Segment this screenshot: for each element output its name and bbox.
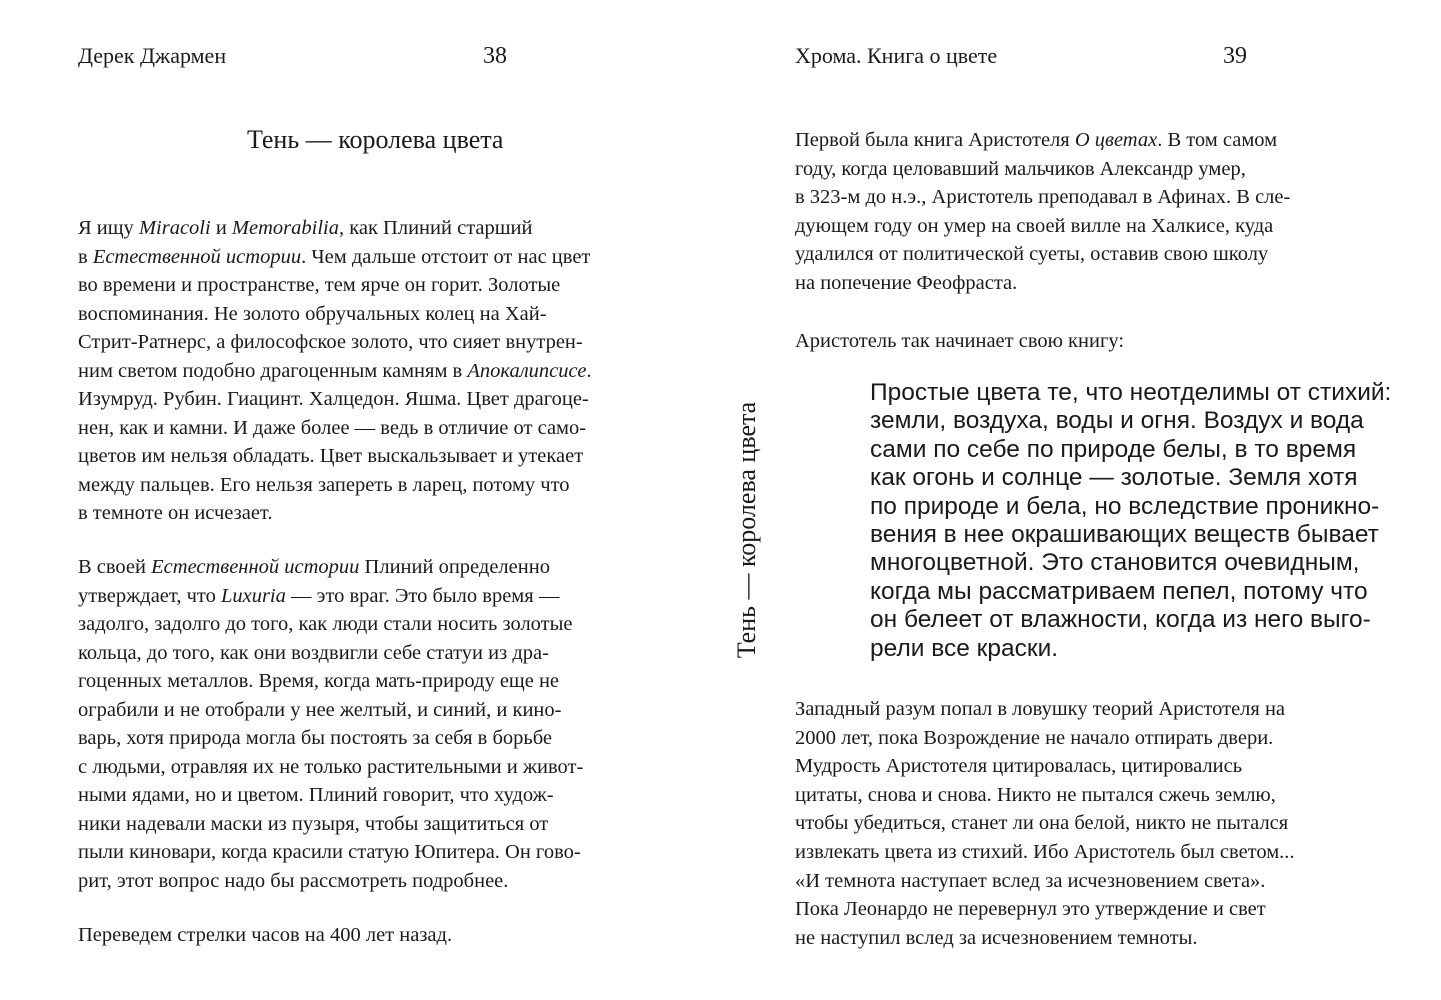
text-run: . <box>586 359 592 382</box>
text-line <box>78 582 583 611</box>
text-run: извлекать цвета из стихий. Ибо Аристотель был светом... <box>795 840 1295 863</box>
text-run: рели все краски. <box>870 634 1059 662</box>
text-run: и <box>210 217 232 239</box>
text-line <box>78 357 592 386</box>
left-page <box>0 0 720 1000</box>
text-run: чтобы убедиться, станет ли она белой, никто не пытался <box>795 812 1289 835</box>
text-line <box>78 243 592 272</box>
text-run: кольца, до того, как они воздвигли себе статуи из дра- <box>78 641 549 664</box>
text-run: Я ищу <box>78 217 139 239</box>
text-run: воспоминания. Не золото обручальных колец на Хай- <box>78 302 547 325</box>
text-line <box>78 499 592 528</box>
italic-run: Luxuria <box>220 584 286 607</box>
page-number-right: 39 <box>1223 43 1247 69</box>
italic-run: Miracoli <box>138 217 211 239</box>
text-line <box>78 414 592 443</box>
text-run: утверждает, что <box>78 584 221 607</box>
text-line <box>795 781 1295 810</box>
text-run: в <box>78 245 93 268</box>
vertical-running-head: Тень — королева цвета <box>732 401 761 659</box>
text-line <box>78 781 583 810</box>
text-line <box>795 212 1290 241</box>
text-line <box>795 269 1290 298</box>
text-run: ники надевали маски из пузыря, чтобы защититься от <box>78 812 549 835</box>
text-run: году, когда целовавший мальчиков Александр умер, <box>795 157 1246 180</box>
text-line <box>870 407 1391 435</box>
text-run: рит, этот вопрос надо бы рассмотреть подробнее. <box>78 869 509 892</box>
text-line <box>870 549 1391 577</box>
italic-run: Memorabilia <box>231 217 339 239</box>
chapter-title: Тень — королева цвета <box>247 125 504 154</box>
text-run: когда мы рассматриваем пепел, потому что <box>870 577 1368 605</box>
text-run: он белеет от влажности, когда из него выго- <box>870 606 1371 634</box>
text-line <box>78 724 583 753</box>
text-line <box>795 838 1295 867</box>
italic-run: Апокалипсисе <box>467 359 587 382</box>
text-run: многоцветной. Это становится очевидным, <box>870 549 1360 577</box>
text-line <box>78 610 583 639</box>
text-line <box>78 753 583 782</box>
text-run: Мудрость Аристотеля цитировалась, цитировались <box>795 755 1243 778</box>
running-header-author: Дерек Джармен <box>78 43 227 68</box>
text-line <box>78 867 583 896</box>
text-line <box>795 695 1295 724</box>
running-header-book-title: Хрома. Книга о цвете <box>795 43 998 68</box>
text-run: вения в нее окрашивающих веществ бывает <box>870 521 1379 549</box>
text-run: между пальцев. Его нельзя запереть в ларец, потому что <box>78 473 570 496</box>
italic-run: О цветах <box>1074 129 1158 151</box>
text-line <box>78 667 583 696</box>
text-run: 2000 лет, пока Возрождение не начало отпирать двери. <box>795 726 1274 749</box>
left-paragraph-3 <box>78 921 452 950</box>
text-run: Изумруд. Рубин. Гиацинт. Халцедон. Яшма. Цвет драгоце- <box>78 388 589 410</box>
text-line <box>78 696 583 725</box>
text-run: нен, как и камни. И даже более — ведь в отличие от само- <box>78 416 587 439</box>
text-run: Западный разум попал в ловушку теорий Аристотеля на <box>795 698 1286 720</box>
text-run: В своей <box>78 556 152 578</box>
text-run: земли, воздуха, воды и огня. Воздух и вода <box>870 407 1364 435</box>
text-run: во времени и пространстве, тем ярче он горит. Золотые <box>78 274 561 296</box>
text-run: в 323-м до н.э., Аристотель преподавал в Афинах. В сле- <box>795 186 1291 209</box>
text-run: Переведем стрелки часов на 400 лет назад. <box>78 924 453 946</box>
text-line <box>78 271 592 300</box>
text-run: . В том самом <box>1157 129 1278 151</box>
text-line <box>795 924 1295 953</box>
text-line <box>795 155 1290 184</box>
text-line <box>78 838 583 867</box>
text-line <box>795 895 1295 924</box>
text-run: . Чем дальше отстоит от нас цвет <box>301 245 591 268</box>
text-line <box>870 464 1391 492</box>
text-run: по природе и бела, но вследствие проникно- <box>870 492 1380 520</box>
right-paragraph-1 <box>795 126 1290 298</box>
text-run: Пока Леонардо не перевернул это утверждение и свет <box>795 898 1266 921</box>
page-number-left: 38 <box>483 43 507 69</box>
text-run: Стрит-Ратнерс, а философское золото, что сияет внутрен- <box>78 331 583 353</box>
text-run: цитаты, снова и снова. Никто не пытался сжечь землю, <box>795 783 1276 806</box>
text-run: как огонь и солнце — золотые. Земля хотя <box>870 464 1358 492</box>
left-paragraph-2 <box>78 553 583 895</box>
text-run: дующем году он умер на своей вилле на Халкисе, куда <box>795 214 1274 237</box>
text-line <box>78 921 452 950</box>
text-run: ными ядами, но и цветом. Плиний говорит, что худож- <box>78 784 554 806</box>
text-line <box>870 436 1391 464</box>
text-run: с людьми, отравляя их не только растительными и живот- <box>78 755 584 778</box>
text-run: Первой была книга Аристотеля <box>795 129 1075 151</box>
text-line <box>870 578 1391 606</box>
text-line <box>78 553 583 582</box>
text-line <box>870 635 1391 663</box>
text-line <box>78 471 592 500</box>
text-run: — это враг. Это было время — <box>285 584 560 607</box>
text-line <box>795 183 1290 212</box>
text-run: на попечение Феофраста. <box>795 271 1018 294</box>
text-line <box>78 385 592 414</box>
text-run: ним светом подобно драгоценным камням в <box>78 359 468 382</box>
text-run: Аристотель так начинает свою книгу: <box>795 330 1125 352</box>
text-line <box>795 240 1290 269</box>
text-line <box>870 521 1391 549</box>
left-paragraph-1 <box>78 214 592 528</box>
text-line <box>795 327 1124 356</box>
text-run: сами по себе по природе белы, в то время <box>870 435 1357 463</box>
text-run: пыли киновари, когда красили статую Юпитера. Он гово- <box>78 841 581 863</box>
text-run: ограбили и не отобрали у нее желтый, и синий, и кино- <box>78 698 562 721</box>
text-line <box>78 810 583 839</box>
text-run: цветов им нельзя обладать. Цвет выскальзывает и утекает <box>78 445 584 467</box>
text-line <box>78 639 583 668</box>
text-line <box>795 126 1290 155</box>
text-line <box>78 328 592 357</box>
aristotle-block-quote <box>870 379 1391 663</box>
right-page <box>720 0 1441 1000</box>
text-line <box>795 809 1295 838</box>
text-run: гоценных металлов. Время, когда мать-природу еще не <box>78 670 560 692</box>
text-run: Плиний определенно <box>359 556 550 578</box>
text-run: , как Плиний старший <box>338 217 533 239</box>
text-line <box>795 867 1295 896</box>
text-run: удалился от политической суеты, оставив свою школу <box>795 243 1269 266</box>
text-line <box>870 379 1391 407</box>
text-line <box>78 442 592 471</box>
text-line <box>78 300 592 329</box>
text-run: «И темнота наступает вслед за исчезновением света». <box>795 869 1266 892</box>
text-run: не наступил вслед за исчезновением темноты. <box>795 926 1198 949</box>
text-run: в темноте он исчезает. <box>78 502 273 524</box>
italic-run: Естественной истории <box>151 556 360 578</box>
text-run: Простые цвета те, что неотделимы от стихий: <box>870 379 1392 406</box>
text-run: варь, хотя природа могла бы постоять за себя в борьбе <box>78 727 553 749</box>
text-line <box>870 493 1391 521</box>
right-paragraph-3 <box>795 695 1295 952</box>
text-line <box>870 606 1391 634</box>
text-run: задолго, задолго до того, как люди стали носить золотые <box>78 613 573 635</box>
text-line <box>78 214 592 243</box>
italic-run: Естественной истории <box>92 245 302 268</box>
right-paragraph-2 <box>795 327 1124 356</box>
text-line <box>795 752 1295 781</box>
text-line <box>795 724 1295 753</box>
